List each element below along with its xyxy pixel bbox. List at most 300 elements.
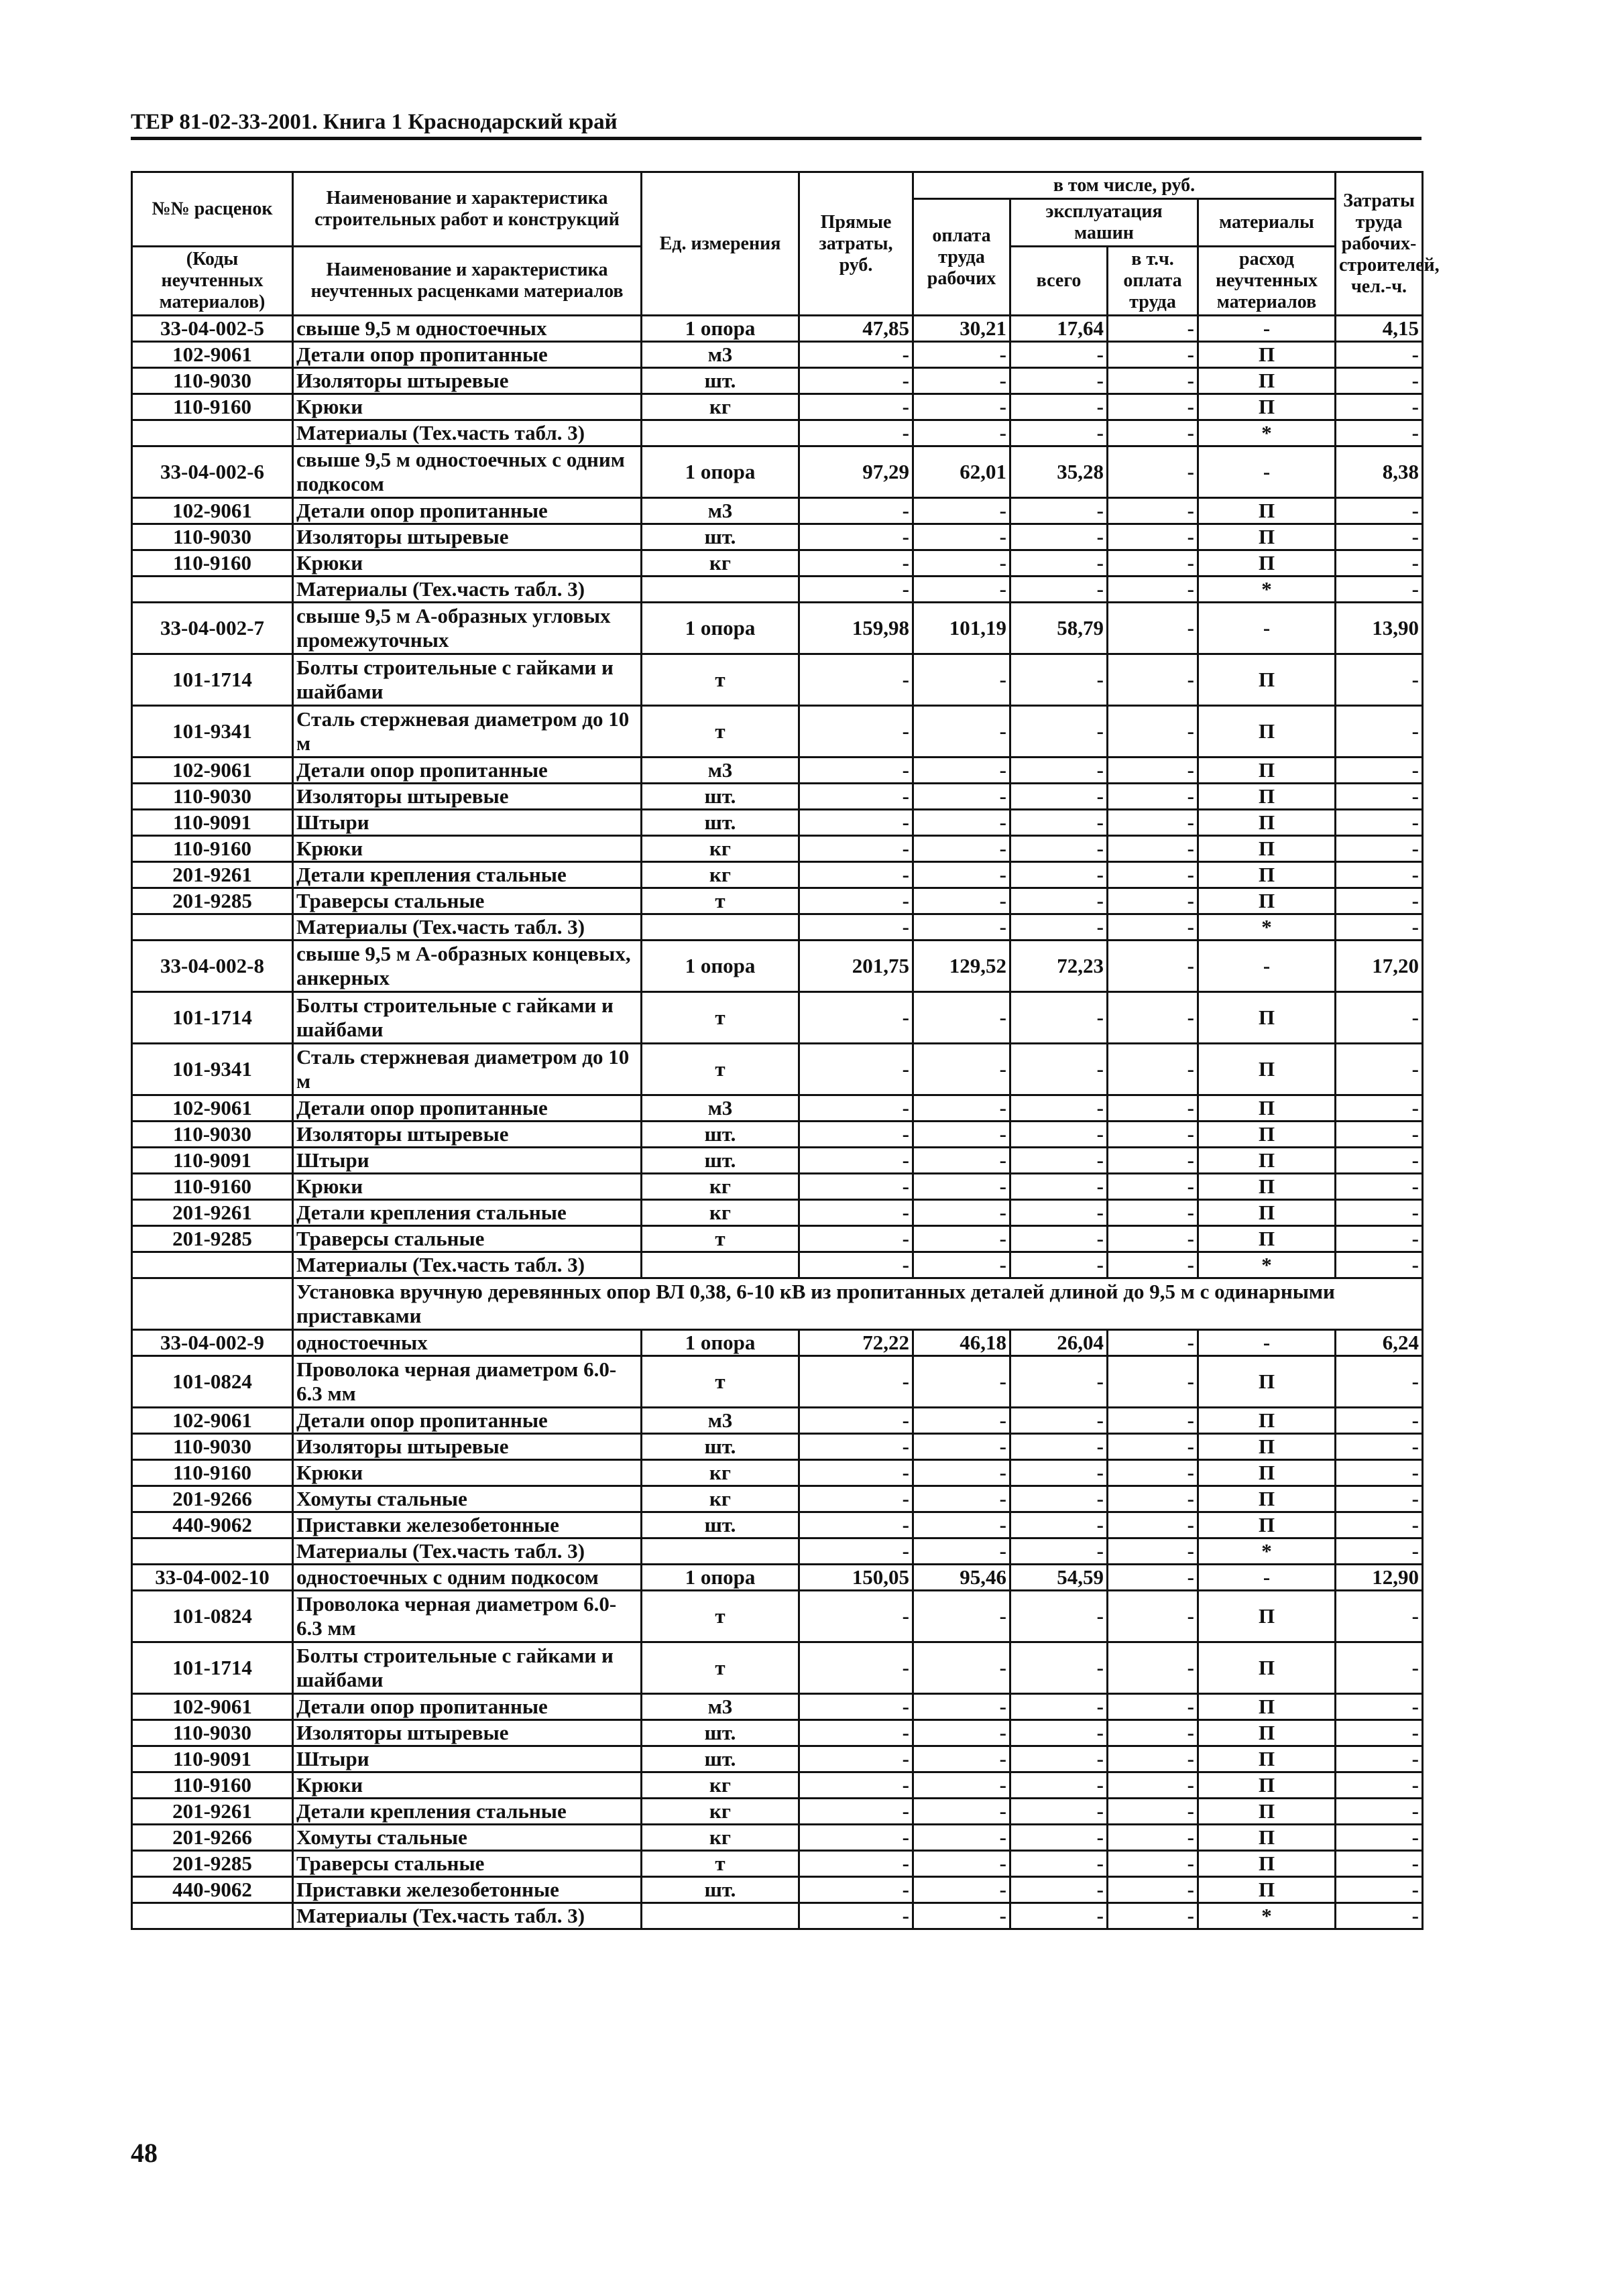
row-unit: 1 опора <box>642 316 799 342</box>
row-machine-labor-cost: - <box>1108 1252 1198 1278</box>
row-direct-cost: - <box>799 758 913 784</box>
row-machine-cost: - <box>1010 706 1108 758</box>
table-row <box>132 1486 1423 1512</box>
row-labor-cost: - <box>913 342 1010 368</box>
table-row <box>132 1408 1423 1434</box>
row-labor-cost: - <box>913 1252 1010 1278</box>
row-name: Материалы (Тех.часть табл. 3) <box>293 914 642 941</box>
table-row <box>132 1720 1423 1746</box>
row-machine-labor-cost: - <box>1108 862 1198 888</box>
row-machine-labor-cost: - <box>1108 1122 1198 1148</box>
row-direct-cost: - <box>799 1044 913 1095</box>
row-name: Изоляторы штыревые <box>293 1122 642 1148</box>
row-labor-hours: - <box>1336 1538 1423 1565</box>
row-machine-labor-cost: - <box>1108 577 1198 603</box>
row-code <box>132 420 293 446</box>
row-direct-cost: - <box>799 706 913 758</box>
row-labor-cost: - <box>913 1825 1010 1851</box>
row-material: П <box>1198 550 1336 577</box>
row-machine-labor-cost: - <box>1108 550 1198 577</box>
row-labor-hours: 4,15 <box>1336 316 1423 342</box>
row-material: П <box>1198 1095 1336 1122</box>
row-unit <box>642 914 799 941</box>
row-name: Детали крепления стальные <box>293 1799 642 1825</box>
row-machine-labor-cost: - <box>1108 1720 1198 1746</box>
row-code: 110-9030 <box>132 524 293 550</box>
row-machine-cost: - <box>1010 1877 1108 1903</box>
row-unit: кг <box>642 862 799 888</box>
table-row <box>132 1226 1423 1252</box>
row-labor-hours: - <box>1336 914 1423 941</box>
row-direct-cost: - <box>799 394 913 420</box>
row-direct-cost: - <box>799 1851 913 1877</box>
row-unit: м3 <box>642 1408 799 1434</box>
row-unit: шт. <box>642 1148 799 1174</box>
row-unit: кг <box>642 550 799 577</box>
row-material: * <box>1198 1252 1336 1278</box>
row-unit: м3 <box>642 498 799 524</box>
row-labor-cost: - <box>913 420 1010 446</box>
row-labor-cost: - <box>913 706 1010 758</box>
row-labor-hours: 12,90 <box>1336 1565 1423 1591</box>
row-labor-hours: - <box>1336 1591 1423 1642</box>
row-material: П <box>1198 1877 1336 1903</box>
row-labor-cost: - <box>913 1460 1010 1486</box>
row-direct-cost: 72,22 <box>799 1330 913 1356</box>
table-header <box>132 172 1440 316</box>
row-name: Детали опор пропитанные <box>293 498 642 524</box>
row-unit <box>642 1538 799 1565</box>
row-direct-cost: 150,05 <box>799 1565 913 1591</box>
row-name: Проволока черная диаметром 6.0-6.3 мм <box>293 1356 642 1408</box>
row-machine-cost: - <box>1010 862 1108 888</box>
row-unit: шт. <box>642 524 799 550</box>
row-labor-cost: - <box>913 1642 1010 1694</box>
row-labor-hours: - <box>1336 706 1423 758</box>
row-labor-cost: - <box>913 758 1010 784</box>
row-machine-cost: - <box>1010 1538 1108 1565</box>
row-direct-cost: - <box>799 1486 913 1512</box>
row-name: Изоляторы штыревые <box>293 1720 642 1746</box>
row-labor-hours: - <box>1336 1512 1423 1538</box>
row-name: Материалы (Тех.часть табл. 3) <box>293 1903 642 1929</box>
row-code <box>132 1538 293 1565</box>
table-row <box>132 420 1423 446</box>
row-code: 201-9266 <box>132 1825 293 1851</box>
row-material: * <box>1198 577 1336 603</box>
header-labor: оплата труда рабочих <box>913 199 1010 316</box>
row-labor-cost: - <box>913 862 1010 888</box>
row-code: 110-9160 <box>132 550 293 577</box>
row-unit: кг <box>642 1200 799 1226</box>
row-machine-labor-cost: - <box>1108 1095 1198 1122</box>
row-material: П <box>1198 1799 1336 1825</box>
row-name: Приставки железобетонные <box>293 1877 642 1903</box>
row-direct-cost: - <box>799 1200 913 1226</box>
row-code <box>132 577 293 603</box>
rates-table <box>131 171 1440 1930</box>
row-material: П <box>1198 862 1336 888</box>
row-machine-cost: - <box>1010 550 1108 577</box>
row-machine-labor-cost: - <box>1108 394 1198 420</box>
row-code <box>132 914 293 941</box>
row-unit: кг <box>642 1486 799 1512</box>
table-row <box>132 836 1423 862</box>
header-hours: Затраты труда рабочих-строителей, чел.-ч. <box>1336 172 1423 316</box>
table-row <box>132 1044 1423 1095</box>
table-row <box>132 992 1423 1044</box>
table-row <box>132 1095 1423 1122</box>
row-labor-cost: - <box>913 1799 1010 1825</box>
row-machine-labor-cost: - <box>1108 992 1198 1044</box>
row-machine-labor-cost: - <box>1108 1694 1198 1720</box>
row-machine-cost: - <box>1010 758 1108 784</box>
row-machine-cost: - <box>1010 1825 1108 1851</box>
row-machine-cost: 26,04 <box>1010 1330 1108 1356</box>
section-row <box>132 1278 1423 1330</box>
row-code: 440-9062 <box>132 1512 293 1538</box>
row-machine-cost: - <box>1010 992 1108 1044</box>
row-direct-cost: - <box>799 810 913 836</box>
row-machine-cost: - <box>1010 1122 1108 1148</box>
row-unit: м3 <box>642 1095 799 1122</box>
row-code: 201-9285 <box>132 888 293 914</box>
row-material: П <box>1198 654 1336 706</box>
row-direct-cost: - <box>799 498 913 524</box>
row-unit: шт. <box>642 368 799 394</box>
row-code: 110-9160 <box>132 836 293 862</box>
row-labor-hours: 17,20 <box>1336 941 1423 992</box>
row-code: 33-04-002-10 <box>132 1565 293 1591</box>
table-row <box>132 1330 1423 1356</box>
row-labor-cost: 30,21 <box>913 316 1010 342</box>
row-material: - <box>1198 446 1336 498</box>
row-name: свыше 9,5 м А-образных концевых, анкерных <box>293 941 642 992</box>
row-machine-labor-cost: - <box>1108 914 1198 941</box>
row-material: П <box>1198 1044 1336 1095</box>
row-code: 110-9030 <box>132 784 293 810</box>
header-direct: Прямые затраты, руб. <box>799 172 913 316</box>
row-labor-cost: - <box>913 1122 1010 1148</box>
row-labor-cost: - <box>913 1772 1010 1799</box>
page-header: ТЕР 81-02-33-2001. Книга 1 Краснодарский край <box>131 110 618 134</box>
row-machine-cost: - <box>1010 1851 1108 1877</box>
row-direct-cost: 201,75 <box>799 941 913 992</box>
row-material: - <box>1198 316 1336 342</box>
row-unit: т <box>642 1044 799 1095</box>
row-unit: кг <box>642 1174 799 1200</box>
row-labor-cost: - <box>913 1486 1010 1512</box>
row-machine-labor-cost: - <box>1108 941 1198 992</box>
row-code: 201-9261 <box>132 862 293 888</box>
row-labor-cost: - <box>913 1851 1010 1877</box>
row-labor-hours: - <box>1336 836 1423 862</box>
row-machine-cost: - <box>1010 524 1108 550</box>
row-material: * <box>1198 420 1336 446</box>
row-unit: кг <box>642 1825 799 1851</box>
row-material: П <box>1198 1226 1336 1252</box>
row-name: Крюки <box>293 394 642 420</box>
row-code: 101-1714 <box>132 654 293 706</box>
row-labor-cost: - <box>913 1408 1010 1434</box>
table-row <box>132 603 1423 654</box>
row-machine-cost: 17,64 <box>1010 316 1108 342</box>
row-machine-cost: 72,23 <box>1010 941 1108 992</box>
row-labor-cost: - <box>913 1512 1010 1538</box>
row-name: Крюки <box>293 550 642 577</box>
row-code: 201-9261 <box>132 1799 293 1825</box>
row-unit: кг <box>642 836 799 862</box>
row-material: П <box>1198 1200 1336 1226</box>
row-labor-hours: - <box>1336 1200 1423 1226</box>
row-labor-hours: - <box>1336 1642 1423 1694</box>
row-machine-labor-cost: - <box>1108 758 1198 784</box>
row-code: 102-9061 <box>132 1095 293 1122</box>
row-labor-cost: - <box>913 1226 1010 1252</box>
row-unit: 1 опора <box>642 603 799 654</box>
row-unit <box>642 577 799 603</box>
table-row <box>132 654 1423 706</box>
row-labor-cost: 62,01 <box>913 446 1010 498</box>
row-labor-hours: - <box>1336 1825 1423 1851</box>
row-code: 110-9030 <box>132 1434 293 1460</box>
row-code: 33-04-002-8 <box>132 941 293 992</box>
table-body <box>132 316 1423 1929</box>
row-direct-cost: - <box>799 550 913 577</box>
row-labor-cost: - <box>913 1591 1010 1642</box>
header-mach-labor: в т.ч. оплата труда <box>1108 247 1198 316</box>
row-labor-hours: - <box>1336 1095 1423 1122</box>
row-code: 201-9261 <box>132 1200 293 1226</box>
row-machine-cost: - <box>1010 1799 1108 1825</box>
row-machine-cost: - <box>1010 1356 1108 1408</box>
row-code: 110-9030 <box>132 1122 293 1148</box>
row-machine-labor-cost: - <box>1108 1460 1198 1486</box>
row-machine-labor-cost: - <box>1108 784 1198 810</box>
header-rule <box>131 137 1422 140</box>
row-name: Детали крепления стальные <box>293 862 642 888</box>
row-code: 110-9091 <box>132 1746 293 1772</box>
row-machine-labor-cost: - <box>1108 1565 1198 1591</box>
row-labor-hours: 8,38 <box>1336 446 1423 498</box>
row-direct-cost: - <box>799 1877 913 1903</box>
row-machine-labor-cost: - <box>1108 654 1198 706</box>
row-labor-hours: - <box>1336 758 1423 784</box>
row-labor-hours: - <box>1336 888 1423 914</box>
row-direct-cost: - <box>799 1799 913 1825</box>
row-unit <box>642 1903 799 1929</box>
row-name: Болты строительные с гайками и шайбами <box>293 992 642 1044</box>
row-name: Траверсы стальные <box>293 1226 642 1252</box>
row-machine-cost: - <box>1010 810 1108 836</box>
row-name: одностоечных с одним подкосом <box>293 1565 642 1591</box>
row-name: свыше 9,5 м А-образных угловых промежуточных <box>293 603 642 654</box>
row-name: свыше 9,5 м одностоечных <box>293 316 642 342</box>
row-machine-labor-cost: - <box>1108 342 1198 368</box>
row-labor-hours: - <box>1336 1148 1423 1174</box>
table-row <box>132 1434 1423 1460</box>
row-machine-labor-cost: - <box>1108 810 1198 836</box>
row-name: Детали опор пропитанные <box>293 1694 642 1720</box>
row-code: 102-9061 <box>132 1408 293 1434</box>
row-unit: шт. <box>642 1877 799 1903</box>
row-labor-cost: - <box>913 1538 1010 1565</box>
table-row <box>132 1642 1423 1694</box>
row-material: П <box>1198 1408 1336 1434</box>
row-unit: шт. <box>642 1122 799 1148</box>
row-name: Штыри <box>293 1148 642 1174</box>
row-material: П <box>1198 836 1336 862</box>
row-machine-labor-cost: - <box>1108 420 1198 446</box>
row-machine-labor-cost: - <box>1108 1772 1198 1799</box>
row-unit: шт. <box>642 1720 799 1746</box>
row-code: 110-9160 <box>132 394 293 420</box>
row-machine-labor-cost: - <box>1108 888 1198 914</box>
header-code-bottom: (Коды неучтенных материалов) <box>132 247 293 316</box>
row-material: П <box>1198 784 1336 810</box>
table-row <box>132 1200 1423 1226</box>
row-unit: м3 <box>642 1694 799 1720</box>
row-name: Штыри <box>293 810 642 836</box>
row-name: Крюки <box>293 1772 642 1799</box>
row-labor-hours: - <box>1336 394 1423 420</box>
row-code <box>132 1903 293 1929</box>
row-material: - <box>1198 603 1336 654</box>
row-direct-cost: - <box>799 1122 913 1148</box>
row-labor-cost: - <box>913 1903 1010 1929</box>
row-machine-labor-cost: - <box>1108 1486 1198 1512</box>
row-code: 33-04-002-6 <box>132 446 293 498</box>
row-labor-cost: - <box>913 368 1010 394</box>
row-machine-labor-cost: - <box>1108 1825 1198 1851</box>
row-labor-cost: 46,18 <box>913 1330 1010 1356</box>
row-direct-cost: 97,29 <box>799 446 913 498</box>
row-labor-cost: - <box>913 1434 1010 1460</box>
row-machine-labor-cost: - <box>1108 1799 1198 1825</box>
row-labor-hours: - <box>1336 784 1423 810</box>
row-material: П <box>1198 368 1336 394</box>
row-machine-labor-cost: - <box>1108 1200 1198 1226</box>
row-direct-cost: - <box>799 1174 913 1200</box>
row-labor-hours: - <box>1336 862 1423 888</box>
row-name: Изоляторы штыревые <box>293 784 642 810</box>
table-row <box>132 862 1423 888</box>
row-unit: т <box>642 888 799 914</box>
row-labor-cost: - <box>913 992 1010 1044</box>
row-code: 102-9061 <box>132 342 293 368</box>
row-machine-cost: - <box>1010 1148 1108 1174</box>
row-name: Изоляторы штыревые <box>293 1434 642 1460</box>
row-machine-cost: - <box>1010 914 1108 941</box>
row-material: П <box>1198 1122 1336 1148</box>
row-machine-labor-cost: - <box>1108 1174 1198 1200</box>
row-labor-cost: - <box>913 550 1010 577</box>
row-code: 101-9341 <box>132 706 293 758</box>
row-code: 101-9341 <box>132 1044 293 1095</box>
row-material: П <box>1198 1460 1336 1486</box>
row-name: Материалы (Тех.часть табл. 3) <box>293 577 642 603</box>
row-machine-cost: - <box>1010 1200 1108 1226</box>
row-machine-labor-cost: - <box>1108 1642 1198 1694</box>
row-labor-hours: - <box>1336 1434 1423 1460</box>
row-machine-cost: - <box>1010 1903 1108 1929</box>
row-labor-hours: - <box>1336 1772 1423 1799</box>
row-name: Изоляторы штыревые <box>293 368 642 394</box>
row-code: 110-9030 <box>132 1720 293 1746</box>
row-direct-cost: - <box>799 836 913 862</box>
row-machine-labor-cost: - <box>1108 1851 1198 1877</box>
row-labor-hours: - <box>1336 1720 1423 1746</box>
row-material: П <box>1198 1512 1336 1538</box>
header-materials: материалы <box>1198 199 1336 247</box>
table-row <box>132 1460 1423 1486</box>
table-row <box>132 1903 1423 1929</box>
row-code: 440-9062 <box>132 1877 293 1903</box>
table-row <box>132 1591 1423 1642</box>
header-incl: в том числе, руб. <box>913 172 1336 199</box>
row-material: П <box>1198 1148 1336 1174</box>
row-unit: т <box>642 654 799 706</box>
row-unit <box>642 1252 799 1278</box>
row-machine-labor-cost: - <box>1108 1330 1198 1356</box>
row-direct-cost: - <box>799 1746 913 1772</box>
row-material: * <box>1198 1538 1336 1565</box>
row-machine-labor-cost: - <box>1108 446 1198 498</box>
row-name: одностоечных <box>293 1330 642 1356</box>
row-material: П <box>1198 1720 1336 1746</box>
row-machine-cost: - <box>1010 368 1108 394</box>
row-labor-cost: - <box>913 654 1010 706</box>
row-direct-cost: - <box>799 1460 913 1486</box>
row-labor-cost: - <box>913 914 1010 941</box>
row-machine-cost: 58,79 <box>1010 603 1108 654</box>
row-machine-labor-cost: - <box>1108 1746 1198 1772</box>
row-direct-cost: - <box>799 1408 913 1434</box>
row-unit: шт. <box>642 810 799 836</box>
table-row <box>132 524 1423 550</box>
row-labor-hours: 6,24 <box>1336 1330 1423 1356</box>
row-labor-cost: - <box>913 1044 1010 1095</box>
table-row <box>132 1565 1423 1591</box>
row-material: П <box>1198 810 1336 836</box>
row-labor-cost: - <box>913 498 1010 524</box>
row-unit: м3 <box>642 758 799 784</box>
header-mach-total: всего <box>1010 247 1108 316</box>
row-unit: 1 опора <box>642 941 799 992</box>
row-labor-cost: - <box>913 836 1010 862</box>
table-row <box>132 758 1423 784</box>
table-row <box>132 1122 1423 1148</box>
row-direct-cost: - <box>799 1591 913 1642</box>
row-labor-hours: - <box>1336 420 1423 446</box>
row-labor-hours: - <box>1336 1799 1423 1825</box>
row-machine-cost: - <box>1010 498 1108 524</box>
row-labor-hours: - <box>1336 498 1423 524</box>
row-code: 110-9160 <box>132 1772 293 1799</box>
row-direct-cost: - <box>799 888 913 914</box>
row-code: 110-9030 <box>132 368 293 394</box>
row-direct-cost: - <box>799 577 913 603</box>
row-machine-labor-cost: - <box>1108 603 1198 654</box>
row-labor-cost: - <box>913 1877 1010 1903</box>
table-row <box>132 368 1423 394</box>
row-direct-cost: - <box>799 342 913 368</box>
row-direct-cost: 47,85 <box>799 316 913 342</box>
row-labor-hours: - <box>1336 368 1423 394</box>
row-code: 102-9061 <box>132 758 293 784</box>
section-title: Установка вручную деревянных опор ВЛ 0,38, 6-10 кВ из пропитанных деталей длиной до 9,5 м с одинарными приставками <box>293 1278 1423 1330</box>
row-labor-hours: - <box>1336 1486 1423 1512</box>
